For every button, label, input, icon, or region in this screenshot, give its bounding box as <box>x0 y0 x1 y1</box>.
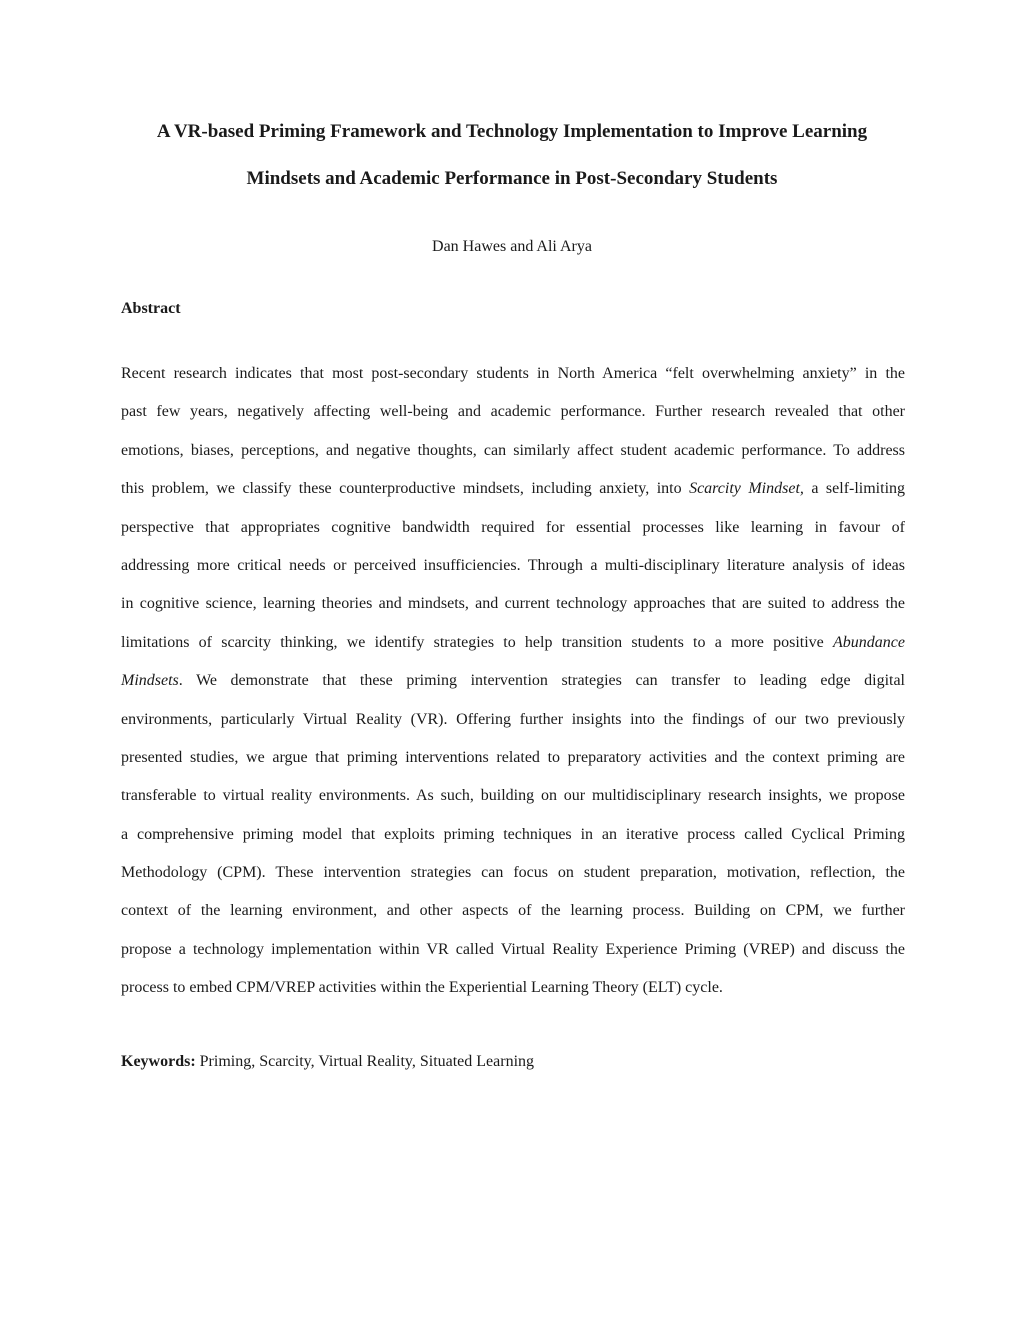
abstract-line: process to embed CPM/VREP activities within the Experiential Learning Theory (ELT) cycle. <box>121 979 723 997</box>
abstract-body <box>121 355 905 1008</box>
abundance-term: Abundance <box>833 633 905 651</box>
abstract-line: Methodology (CPM). These intervention strategies can focus on student preparation, motivation, reflection, the <box>121 864 905 882</box>
abstract-text: a self-limiting <box>803 480 906 498</box>
keywords <box>121 1051 534 1073</box>
paper-authors: Dan Hawes and Ali Arya <box>432 238 592 255</box>
abstract-line <box>121 662 905 700</box>
paper-title-line-1: A VR-based Priming Framework and Technology Implementation to Improve Learning <box>156 121 868 142</box>
abstract-text: . We demonstrate that these priming intervention strategies can transfer to leading edge digital <box>178 672 905 690</box>
abstract-line: environments, particularly Virtual Reality (VR). Offering further insights into the findings of our two previously <box>121 710 905 728</box>
mindsets-term: Mindsets <box>121 672 179 690</box>
abstract-line: Recent research indicates that most post-secondary students in North America “felt overwhelming anxiety” in the <box>121 365 905 382</box>
abstract-line: presented studies, we argue that priming interventions related to preparatory activities and the context priming are <box>121 748 905 766</box>
keywords-list: Priming, Scarcity, Virtual Reality, Situated Learning <box>195 1053 535 1070</box>
abstract-line <box>121 624 905 662</box>
abstract-text: limitations of scarcity thinking, we identify strategies to help transition students to a more positive <box>121 633 834 651</box>
abstract-line: in cognitive science, learning theories and mindsets, and current technology approaches that are suited to address the <box>121 595 905 613</box>
abstract-line: addressing more critical needs or perceived insufficiencies. Through a multi-disciplinary literature analysis of ideas <box>121 556 905 574</box>
abstract-text: this problem, we classify these counterproductive mindsets, including anxiety, into <box>121 480 690 498</box>
keywords-label: Keywords: <box>121 1053 196 1070</box>
abstract-line: perspective that appropriates cognitive bandwidth required for essential processes like learning in favour of <box>121 518 905 536</box>
abstract-line: propose a technology implementation within VR called Virtual Reality Experience Priming (VREP) and discuss the <box>121 940 905 958</box>
abstract-heading: Abstract <box>121 300 181 317</box>
abstract-line: a comprehensive priming model that exploits priming techniques in an iterative process called Cyclical Priming <box>121 825 905 843</box>
abstract-line: transferable to virtual reality environments. As such, building on our multidisciplinary research insights, we propose <box>121 787 905 805</box>
abstract-line: context of the learning environment, and other aspects of the learning process. Building on CPM, we further <box>121 902 905 920</box>
abstract-line <box>121 470 905 508</box>
abstract-line: emotions, biases, perceptions, and negative thoughts, can similarly affect student academic performance. To address <box>121 441 905 459</box>
paper-title-line-2: Mindsets and Academic Performance in Post-Secondary Students <box>246 168 778 189</box>
scarcity-mindset-term: Scarcity Mindset, <box>689 480 804 498</box>
abstract-line: past few years, negatively affecting well-being and academic performance. Further research revealed that other <box>121 403 905 421</box>
